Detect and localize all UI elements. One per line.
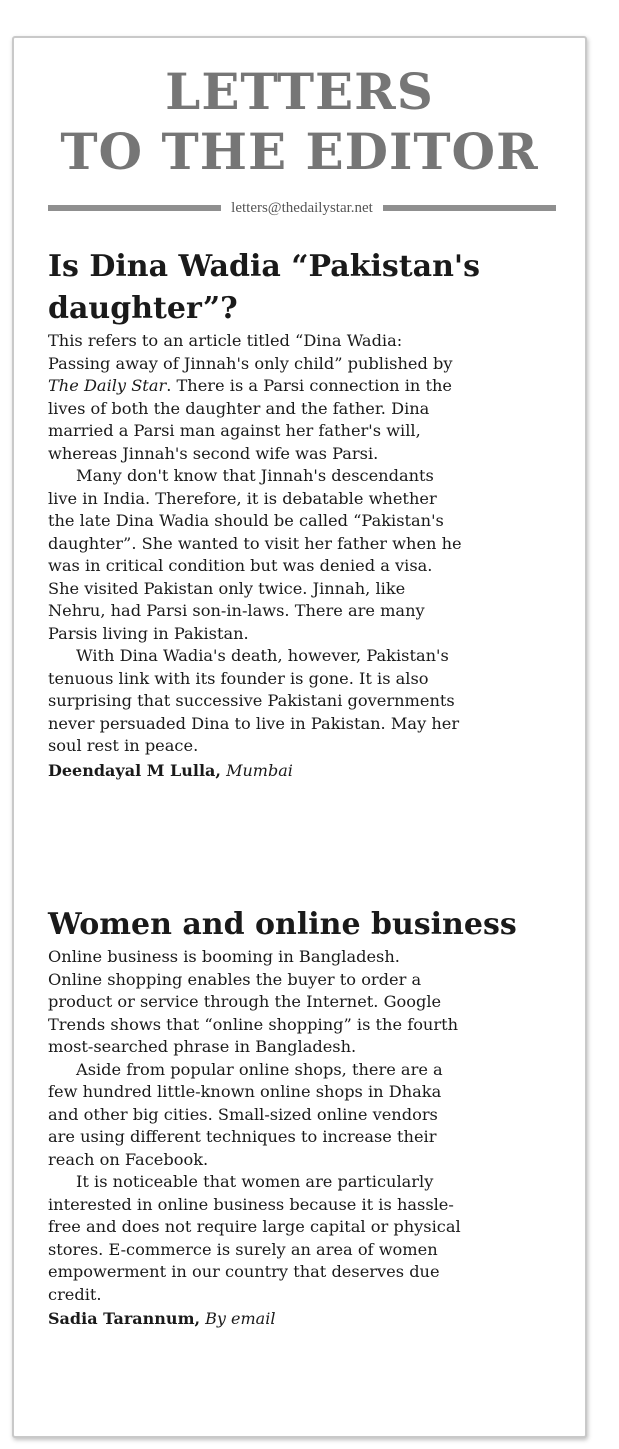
letter-1-author: Deendayal M Lulla,: [48, 760, 221, 780]
letters-panel: [12, 36, 587, 1438]
letter-1: [48, 246, 558, 782]
letter-1-p1-part-a: This refers to an article titled “Dina Wadia: Passing away of Jinnah's only child” published by: [48, 331, 453, 373]
editor-email[interactable]: letters@thedailystar.net: [231, 199, 373, 216]
letter-2-author: Sadia Tarannum,: [48, 1309, 201, 1328]
letter-2-paragraph-2: Aside from popular online shops, there are a few hundred little-known online shops in Dhaka and other big cities. Small-sized online vendors are using different techniques to increase their reach on Facebook.: [48, 1059, 443, 1169]
letter-2-paragraph-3: It is noticeable that women are particularly interested in online business because it is hassle- free and does not require large capital or physical stores. E-commerce is surely an area of women empowerment in our country that deserves due credit.: [48, 1172, 461, 1304]
letter-1-paragraph-1: [48, 330, 558, 465]
masthead-line-2: TO THE EDITOR: [60, 122, 539, 181]
letter-1-p1-part-b: . There is a Parsi connection in the lives of both the daughter and the father. Dina married a Parsi man against her father's will, whereas Jinnah's second wife was Parsi.: [48, 376, 452, 463]
left-rule: [48, 205, 221, 211]
email-row: [48, 198, 556, 218]
letter-2-byline: [48, 1308, 558, 1330]
letter-1-paragraph-2: Many don't know that Jinnah's descendants live in India. Therefore, it is debatable whether the late Dina Wadia should be called “Pakistan's daughter”. She wanted to visit her father when he was in critical condition but was denied a visa. She visited Pakistan only twice. Jinnah, like Nehru, had Parsi son-in-laws. There are many Parsis living in Pakistan.: [48, 466, 462, 643]
letter-2: [48, 904, 558, 1330]
letter-1-location: Mumbai: [226, 760, 293, 780]
letter-1-byline: [48, 760, 558, 782]
letter-1-paragraph-3: With Dina Wadia's death, however, Pakistan's tenuous link with its founder is gone. It is also surprising that successive Pakistani governments never persuaded Dina to live in Pakistan. May her soul rest in peace.: [48, 646, 460, 755]
publication-name: The Daily Star: [48, 376, 167, 395]
letter-2-paragraph-1: Online business is booming in Bangladesh. Online shopping enables the buyer to order a product or service through the Internet. Google Trends shows that “online shopping” is the fourth most-searched phrase in Bangladesh.: [48, 947, 459, 1056]
right-rule: [383, 205, 556, 211]
letter-2-location: By email: [205, 1309, 276, 1328]
letter-2-headline: Women and online business: [48, 907, 517, 942]
masthead-line-1: LETTERS: [165, 62, 434, 121]
letter-1-headline: Is Dina Wadia “Pakistan's daughter”?: [48, 249, 480, 326]
